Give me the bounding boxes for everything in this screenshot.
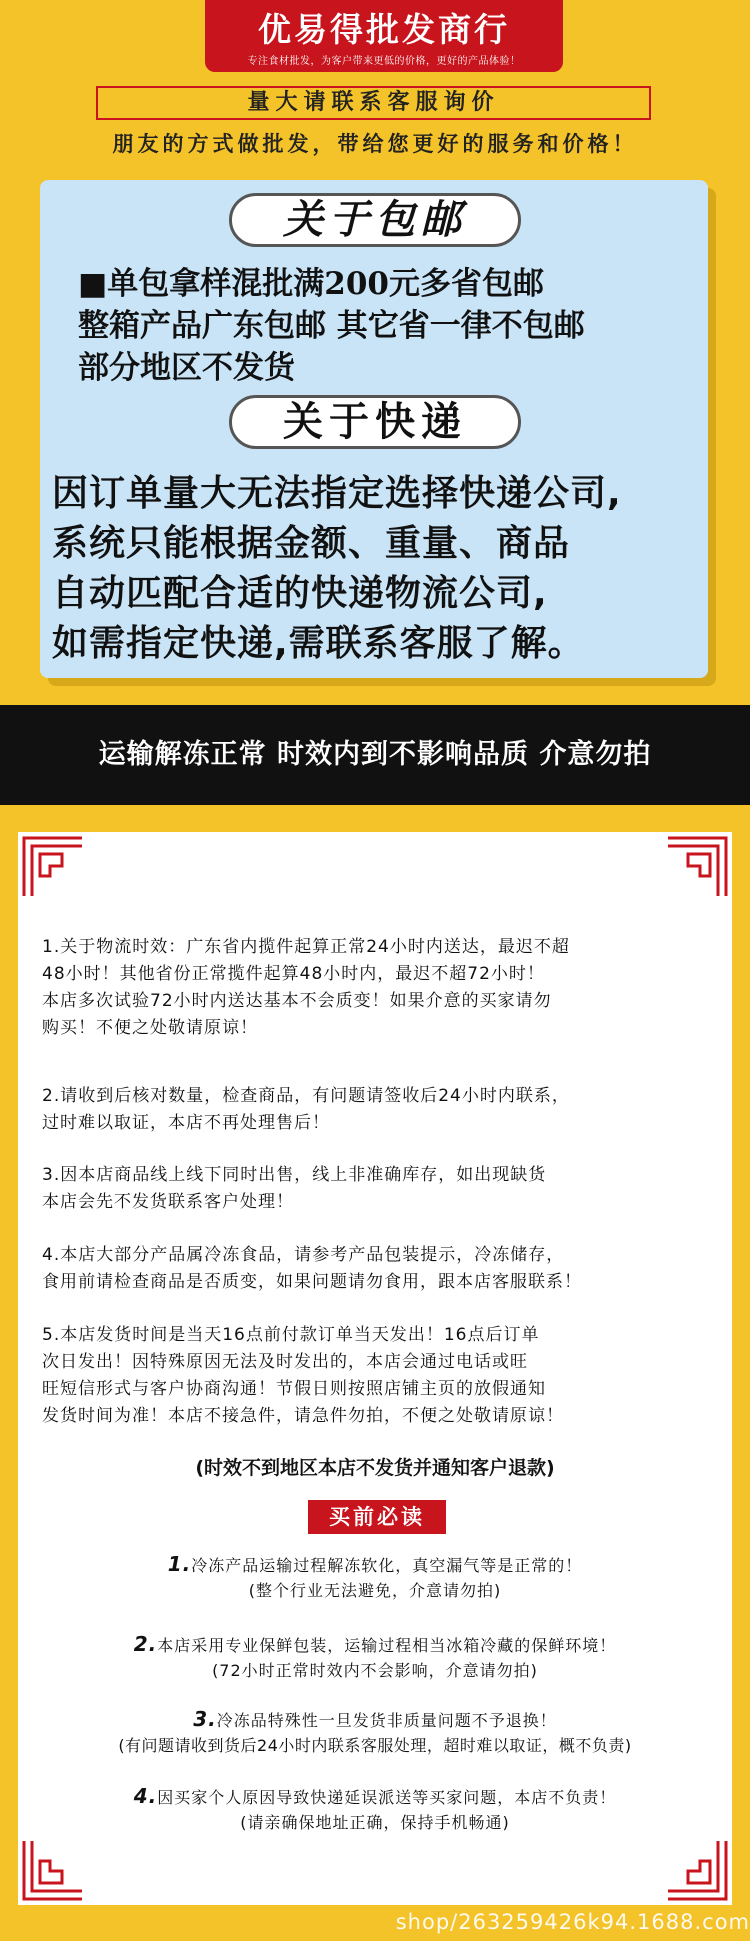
- shop-slogan: 专注食材批发，为客户带来更低的价格，更好的产品体验！: [247, 56, 521, 67]
- corner-ornament-icon: [666, 836, 728, 898]
- shop-banner: [205, 0, 563, 72]
- notice-item-line: 过时难以取证，本店不再处理售后！: [42, 1113, 330, 1133]
- thaw-notice-banner: 运输解冻正常 时效内到不影响品质 介意勿拍: [0, 705, 750, 805]
- express-line: 系统只能根据金额、重量、商品: [52, 523, 571, 564]
- shipping-line: 部分地区不发货: [78, 350, 295, 386]
- must-read-number: 2.: [133, 1632, 158, 1656]
- must-read-label: 买前必读: [308, 1500, 446, 1534]
- express-title: 关于快递: [229, 395, 521, 449]
- shipping-line: ■单包拿样混批满200元多省包邮: [78, 266, 544, 302]
- contact-service-box: 量大请联系客服询价: [96, 86, 651, 120]
- must-read-text: 本店采用专业保鲜包装，运输过程相当冰箱冷藏的保鲜环境！: [157, 1636, 617, 1655]
- notice-item-line: 3.因本店商品线上线下同时出售，线上非准确库存，如出现缺货: [42, 1165, 547, 1185]
- shipping-line: 整箱产品广东包邮 其它省一律不包邮: [78, 308, 585, 344]
- must-read-subtext: (72小时正常时效内不会影响，介意请勿拍): [212, 1661, 538, 1680]
- notice-item-line: 本店会先不发货联系客户处理！: [42, 1192, 294, 1212]
- corner-ornament-icon: [22, 836, 84, 898]
- must-read-subtext: (请亲确保地址正确，保持手机畅通): [240, 1813, 510, 1832]
- refund-note: (时效不到地区本店不发货并通知客户退款): [195, 1457, 555, 1479]
- must-read-text: 因买家个人原因导致快递延误派送等买家问题，本店不负责！: [157, 1788, 617, 1807]
- must-read-number: 4.: [133, 1784, 158, 1808]
- shop-name: 优易得批发商行: [258, 10, 510, 49]
- must-read-item: [18, 1784, 732, 1808]
- tagline: 朋友的方式做批发，带给您更好的服务和价格！: [112, 132, 638, 156]
- must-read-item: [18, 1707, 732, 1731]
- notice-item-line: 2.请收到后核对数量，检查商品，有问题请签收后24小时内联系，: [42, 1086, 570, 1106]
- must-read-number: 3.: [193, 1707, 217, 1731]
- free-shipping-title: 关于包邮: [229, 193, 521, 247]
- notice-item-line: 食用前请检查商品是否质变，如果问题请勿食用，跟本店客服联系！: [42, 1272, 582, 1292]
- notice-item-line: 购买！不便之处敬请原谅！: [42, 1018, 258, 1038]
- must-read-subtext: (有问题请收到货后24小时内联系客服处理，超时难以取证，概不负责): [118, 1736, 632, 1755]
- notice-item-line: 发货时间为准！本店不接急件，请急件勿拍，不便之处敬请原谅！: [42, 1406, 564, 1426]
- purchase-notice-panel: [18, 832, 732, 1905]
- must-read-item: [18, 1632, 732, 1656]
- notice-item-line: 本店多次试验72小时内送达基本不会质变！如果介意的买家请勿: [42, 991, 552, 1011]
- must-read-subtext: (整个行业无法避免，介意请勿拍): [248, 1581, 502, 1600]
- notice-item-line: 5.本店发货时间是当天16点前付款订单当天发出！16点后订单: [42, 1325, 540, 1345]
- notice-item-line: 1.关于物流时效：广东省内揽件起算正常24小时内送达，最迟不超: [42, 937, 570, 957]
- corner-ornament-icon: [22, 1839, 84, 1901]
- corner-ornament-icon: [666, 1839, 728, 1901]
- must-read-item: [18, 1552, 732, 1576]
- notice-item-line: 4.本店大部分产品属冷冻食品，请参考产品包装提示，冷冻储存，: [42, 1245, 565, 1265]
- must-read-text: 冷冻品特殊性一旦发货非质量问题不予退换！: [216, 1711, 557, 1730]
- notice-item-line: 次日发出！因特殊原因无法及时发出的，本店会通过电话或旺: [42, 1352, 528, 1372]
- shop-url-watermark: shop/263259426k94.1688.com: [395, 1910, 750, 1934]
- must-read-number: 1.: [167, 1552, 192, 1576]
- express-line: 因订单量大无法指定选择快递公司,: [52, 473, 622, 514]
- express-line: 自动匹配合适的快递物流公司,: [52, 573, 548, 614]
- notice-item-line: 48小时！其他省份正常揽件起算48小时内，最迟不超72小时！: [42, 964, 545, 984]
- notice-item-line: 旺短信形式与客户协商沟通！节假日则按照店铺主页的放假通知: [42, 1379, 546, 1399]
- must-read-text: 冷冻产品运输过程解冻软化，真空漏气等是正常的！: [191, 1556, 583, 1575]
- express-line: 如需指定快递,需联系客服了解。: [52, 623, 585, 664]
